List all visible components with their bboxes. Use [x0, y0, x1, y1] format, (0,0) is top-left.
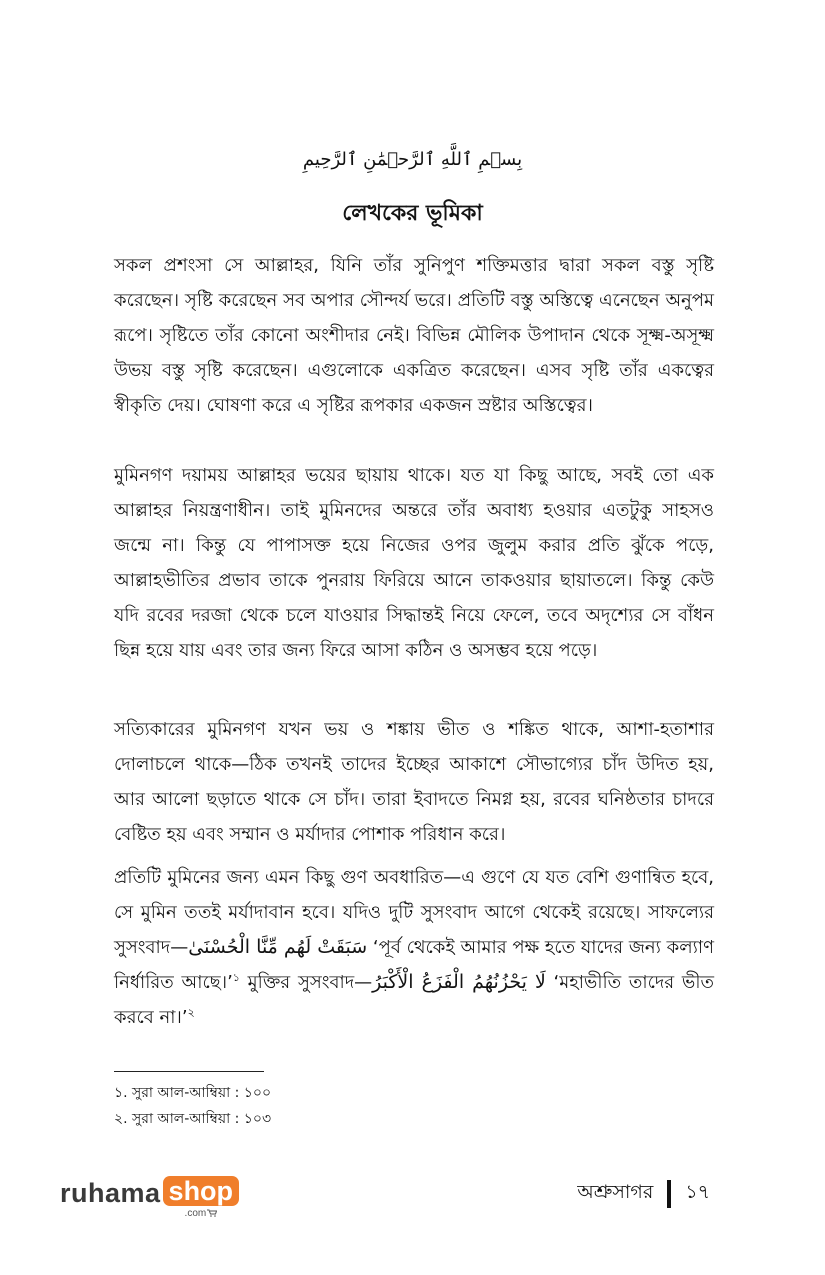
footnotes: [114, 1080, 514, 1132]
paragraph-4-text-c: মুক্তির সুসংবাদ—: [239, 972, 373, 993]
paragraph-4-text-d: ‘মহাভীতি তাদের ভীত করবে না।’: [114, 972, 714, 1028]
paragraph-4: [114, 860, 714, 1035]
running-footer: [577, 1178, 710, 1210]
paragraph-3-block: [114, 712, 714, 852]
cart-icon: [207, 1209, 217, 1217]
footer-separator: [667, 1180, 671, 1208]
paragraph-4-text-b: ‘পূর্ব থেকেই আমার পক্ষ হতে যাদের জন্য কল্যাণ নির্ধারিত আছে।’: [114, 937, 714, 993]
footnote-2: ২. সুরা আল-আম্বিয়া : ১০৩: [114, 1111, 272, 1127]
paragraph-4-text-a: প্রতিটি মুমিনের জন্য এমন কিছু গুণ অবধারিত—এ গুণে যে যত বেশি গুণান্বিত হবে, সে মুমিন ততই মর্যাদাবান হবে। যদিও দুটি সুসংবাদ আগে থেকেই রয়েছে। সাফল্যের সুসংবাদ—: [114, 867, 714, 958]
bismillah-calligraphy: بِسۡمِ ٱللَّهِ ٱلرَّحۡمَٰنِ ٱلرَّحِيمِ: [302, 149, 523, 170]
logo-shop-text: shop: [168, 1176, 234, 1206]
footnote-1: ১. সুরা আল-আম্বিয়া : ১০০: [114, 1085, 272, 1101]
footnote-divider: [114, 1071, 264, 1072]
paragraph-3: সত্যিকারের মুমিনগণ যখন ভয় ও শঙ্কায় ভীত ও শঙ্কিত থাকে, আশা-হতাশার দোলাচলে থাকে—ঠিক তখনই তাদের ইচ্ছের আকাশে সৌভাগ্যের চাঁদ উদিত হয়, আর আলো ছড়াতে থাকে সে চাঁদ। তারা ইবাদতে নিমগ্ন হয়, রবের ঘনিষ্ঠতার চাদরে বেষ্টিত হয় এবং সম্মান ও মর্যাদার পোশাক পরিধান করে।: [114, 719, 714, 845]
quran-quote-2: لَا يَحْزُنُهُمُ الْفَزَعُ الْأَكْبَرُ: [372, 971, 546, 993]
quran-quote-1: سَبَقَتْ لَهُم مِّنَّا الْحُسْنَىٰ: [188, 936, 368, 958]
book-title: অশ্রুসাগর: [577, 1181, 654, 1203]
paragraph-2: মুমিনগণ দয়াময় আল্লাহর ভয়ের ছায়ায় থাকে। যত যা কিছু আছে, সবই তো এক আল্লাহর নিয়ন্ত্রণাধীন। তাই মুমিনদের অন্তরে তাঁর অবাধ্য হওয়ার এতটুকু সাহসও জন্মে না। কিন্তু যে পাপাসক্ত হয়ে নিজের ওপর জুলুম করার প্রতি ঝুঁকে পড়ে, আল্লাহভীতির প্রভাব তাকে পুনরায় ফিরিয়ে আনে তাকওয়ার ছায়াতলে। কিন্তু কেউ যদি রবের দরজা থেকে চলে যাওয়ার সিদ্ধান্তই নিয়ে ফেলে, তবে অদৃশ্যের সে বাঁধন ছিন্ন হয়ে যায় এবং তার জন্য ফিরে আসা কঠিন ও অসম্ভব হয়ে পড়ে।: [114, 465, 714, 661]
footnote-ref-2[interactable]: ২: [187, 1006, 195, 1019]
chapter-title: লেখকের ভূমিকা: [342, 201, 483, 226]
ruhamashop-logo[interactable]: [60, 1178, 239, 1222]
paragraph-4-block: [114, 860, 714, 1035]
paragraph-2-block: [114, 458, 714, 668]
paragraph-1: সকল প্রশংসা সে আল্লাহর, যিনি তাঁর সুনিপুণ শক্তিমত্তার দ্বারা সকল বস্তু সৃষ্টি করেছেন। সৃষ্টি করেছেন সব অপার সৌন্দর্য ভরে। প্রতিটি বস্তু অস্তিত্বে এনেছেন অনুপম রূপে। সৃষ্টিতে তাঁর কোনো অংশীদার নেই। বিভিন্ন মৌলিক উপাদান থেকে সূক্ষ্ম-অসূক্ষ্ম উভয় বস্তু সৃষ্টি করেছেন। এগুলোকে একত্রিত করেছেন। এসব সৃষ্টি তাঁর একত্বের স্বীকৃতি দেয়। ঘোষণা করে এ সৃষ্টির রূপকার একজন স্রষ্টার অস্তিত্বের।: [114, 255, 714, 416]
logo-com-text: .com: [185, 1208, 218, 1219]
logo-ruhama-text: ruhama: [60, 1178, 161, 1208]
logo-shop-badge: [163, 1176, 240, 1219]
footnote-ref-1[interactable]: ১: [232, 971, 240, 984]
paragraph-1-block: [114, 248, 714, 423]
page-number: ১৭: [685, 1181, 710, 1203]
